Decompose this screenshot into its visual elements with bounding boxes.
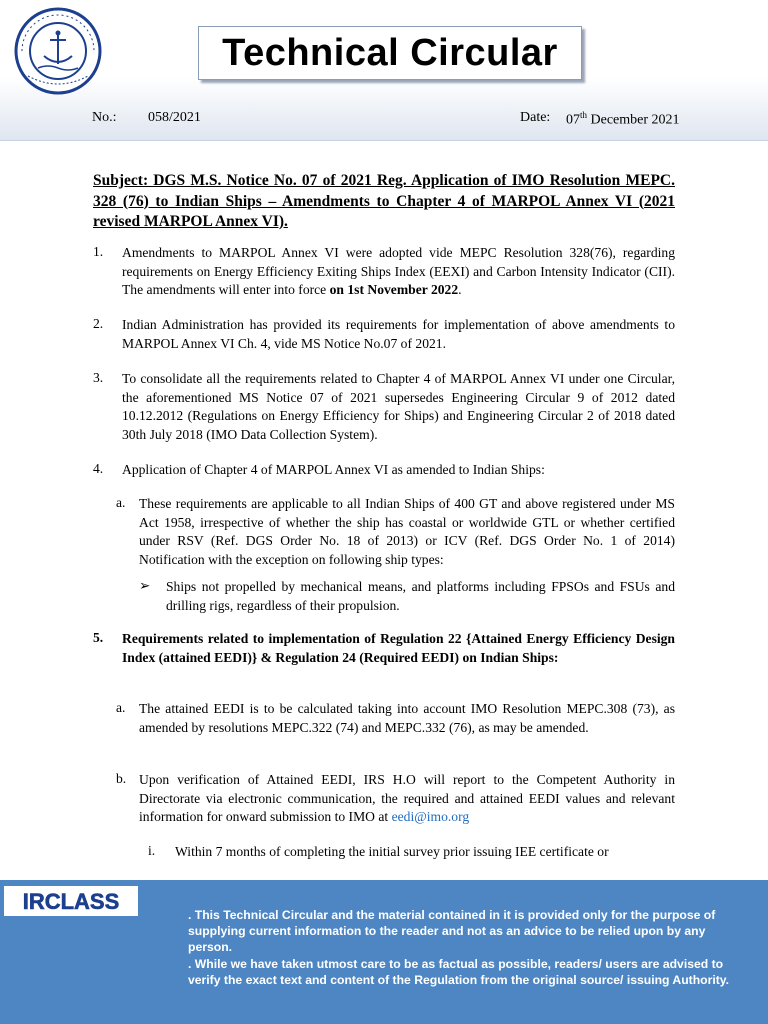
date-suffix: th — [580, 110, 588, 120]
subject-heading: Subject: DGS M.S. Notice No. 07 of 2021 Reg. Application of IMO Resolution MEPC. 328 (76) to Indian Ships – Amendments to Chapter 4 of MARPOL Annex VI (2021 revised MARPOL Annex VI). — [93, 172, 675, 230]
item-5a-letter: a. — [116, 700, 126, 715]
item-5b-text — [139, 771, 675, 827]
item-5a-text: The attained EEDI is to be calculated taking into account IMO Resolution MEPC.308 (73), as amended by resolutions MEPC.322 (74) and MEPC.332 (76), as may be amended. — [139, 701, 675, 735]
irclass-logo — [4, 886, 138, 916]
disclaimer-line-2: . While we have taken utmost care to be as factual as possible, readers/ users are advised to verify the exact text and content of the Regulation from the original source/ issuing Authority. — [188, 956, 730, 987]
bullet-arrow-icon: ➢ — [139, 578, 151, 593]
item-5bi-text: Within 7 months of completing the initial survey prior issuing IEE certificate or — [175, 844, 609, 859]
irs-seal-logo — [8, 6, 108, 96]
imo-email-link[interactable]: eedi@imo.org — [391, 809, 470, 824]
item-4-text: Application of Chapter 4 of MARPOL Annex VI as amended to Indian Ships: — [122, 462, 545, 477]
item-5b-letter: b. — [116, 771, 127, 786]
item-5-heading: Requirements related to implementation of Regulation 22 {Attained Energy Efficiency Design Index (attained EEDI)} & Regulation 24 (Required EEDI) on Indian Ships: — [122, 631, 675, 665]
item-5b-body: Upon verification of Attained EEDI, IRS H.O will report to the Competent Authority in Directorate via electronic communication, the required and attained EEDI values and relevant information for onward submission to IMO at — [139, 772, 675, 824]
item-1-end: . — [458, 282, 462, 297]
page-header — [0, 0, 768, 141]
circular-number-label: No.: — [92, 110, 117, 125]
date-day: 07 — [566, 112, 580, 128]
document-title: Technical Circular — [222, 31, 558, 74]
item-4-number: 4. — [93, 461, 104, 476]
item-5-number: 5. — [93, 630, 104, 645]
irclass-logo-text: IRCLASS — [22, 889, 120, 913]
item-4a-text: These requirements are applicable to all Indian Ships of 400 GT and above registered under MS Act 1958, irrespective of whether the ship has coastal or worldwide GTL or whether certified under RSV (Ref. DGS Order No. 18 of 2013) or ICV (Ref. DGS Order No. 1 of 2014) Notification with the exception on following ship types: — [139, 496, 675, 567]
disclaimer-line-1: . This Technical Circular and the material contained in it is provided only for the purpose of supplying current information to the reader and not as an advice to be relied upon by any person. — [188, 908, 716, 955]
disclaimer-text — [188, 907, 748, 988]
item-5bi-numeral: i. — [148, 843, 156, 858]
item-1-number: 1. — [93, 244, 104, 259]
circular-number: 058/2021 — [148, 110, 201, 125]
item-3-number: 3. — [93, 370, 104, 385]
circular-date — [566, 110, 680, 129]
item-1-effective-date: on 1st November 2022 — [329, 282, 459, 297]
item-4a-letter: a. — [116, 495, 126, 510]
item-1-text — [122, 244, 675, 300]
item-2-text: Indian Administration has provided its requirements for implementation of above amendments to MARPOL Annex VI Ch. 4, vide MS Notice No.07 of 2021. — [122, 317, 675, 351]
date-label: Date: — [520, 110, 551, 125]
item-2-number: 2. — [93, 316, 104, 331]
title-box — [198, 26, 582, 80]
disclaimer-footer — [0, 880, 768, 1024]
date-month-year: December 2021 — [587, 112, 680, 128]
item-1-body: Amendments to MARPOL Annex VI were adopted vide MEPC Resolution 328(76), regarding requirements on Energy Efficiency Exiting Ships Index (EEXI) and Carbon Intensity Indicator (CII). The amendments will enter into force — [122, 245, 675, 297]
exception-bullet-text: Ships not propelled by mechanical means, and platforms including FPSOs and FSUs and drilling rigs, regardless of their propulsion. — [166, 579, 675, 613]
item-3-text: To consolidate all the requirements related to Chapter 4 of MARPOL Annex VI under one Circular, the aforementioned MS Notice 07 of 2021 supersedes Engineering Circular 9 of 2012 dated 10.12.2012 (Regulations on Energy Efficiency for Ships) and Engineering Circular 2 of 2018 dated 30th July 2018 (IMO Data Collection System). — [122, 371, 675, 442]
